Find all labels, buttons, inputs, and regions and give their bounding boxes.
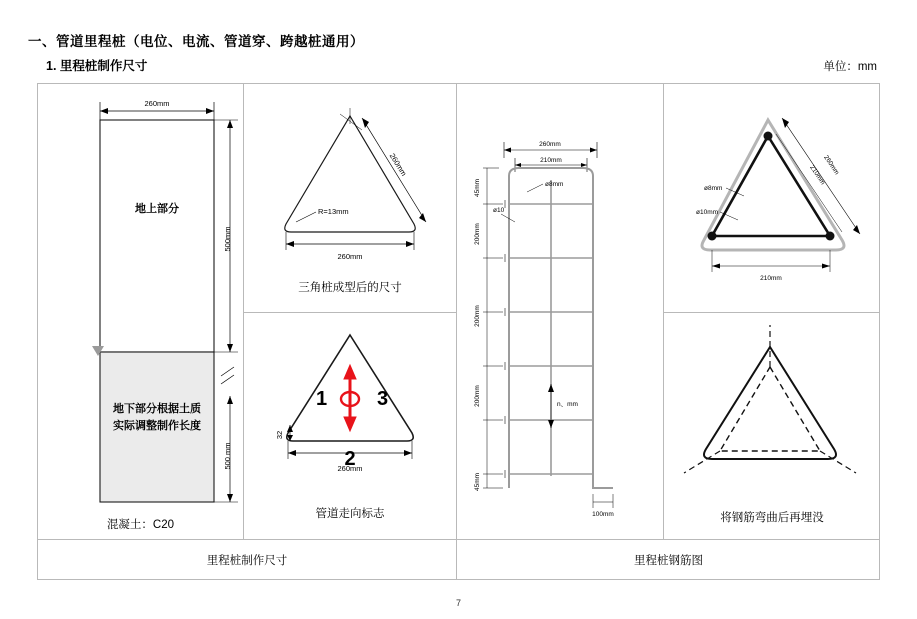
svg-text:n、mm: n、mm bbox=[557, 401, 578, 408]
svg-text:45mm: 45mm bbox=[474, 178, 481, 198]
page-number: 7 bbox=[455, 598, 461, 608]
panel-triangle-rebar bbox=[664, 84, 880, 312]
svg-text:260mm: 260mm bbox=[337, 464, 363, 473]
svg-text:1: 1 bbox=[316, 388, 328, 410]
svg-text:260mm: 260mm bbox=[387, 151, 409, 178]
svg-text:ø8mm: ø8mm bbox=[704, 185, 723, 192]
svg-text:200mm: 200mm bbox=[474, 223, 481, 245]
svg-text:地上部分: 地上部分 bbox=[135, 203, 179, 215]
svg-text:实际调整制作长度: 实际调整制作长度 bbox=[113, 420, 201, 432]
svg-text:地下部分根据土质: 地下部分根据土质 bbox=[113, 403, 201, 415]
caption-buried: 将钢筋弯曲后再埋没 bbox=[720, 512, 824, 524]
svg-text:2: 2 bbox=[344, 448, 356, 470]
svg-text:32: 32 bbox=[275, 430, 284, 440]
svg-text:200mm: 200mm bbox=[474, 305, 481, 327]
svg-text:210mm: 210mm bbox=[808, 164, 827, 187]
svg-text:200mm: 200mm bbox=[474, 385, 481, 407]
svg-text:500mm: 500mm bbox=[223, 226, 232, 252]
svg-text:210mm: 210mm bbox=[540, 157, 562, 164]
svg-text:500 mm: 500 mm bbox=[223, 442, 232, 470]
panel-post-elevation bbox=[38, 84, 243, 539]
svg-text:R=13mm: R=13mm bbox=[318, 207, 349, 216]
unit-note: 单位：mm bbox=[823, 61, 877, 73]
svg-text:3: 3 bbox=[377, 388, 389, 410]
footer-cell-right bbox=[457, 540, 880, 580]
panel-direction-sign bbox=[244, 313, 456, 539]
caption-direction-sign: 管道走向标志 bbox=[315, 508, 385, 520]
subsection-heading: 1. 里程桩制作尺寸 bbox=[46, 59, 148, 73]
svg-text:260mm: 260mm bbox=[337, 252, 363, 261]
panel-rebar-drawing bbox=[457, 84, 663, 539]
svg-text:210mm: 210mm bbox=[760, 275, 782, 282]
svg-text:100mm: 100mm bbox=[592, 511, 614, 518]
svg-text:260mm: 260mm bbox=[822, 154, 841, 177]
section-heading: 一、管道里程桩（电位、电流、管道穿、跨越桩通用） bbox=[28, 34, 364, 49]
footer-label-right: 里程桩钢筋图 bbox=[634, 555, 703, 567]
caption-triangle-formed: 三角桩成型后的尺寸 bbox=[298, 282, 402, 294]
footer-label-left: 里程桩制作尺寸 bbox=[206, 555, 288, 567]
svg-text:ø8mm: ø8mm bbox=[545, 181, 564, 188]
svg-text:45mm: 45mm bbox=[474, 472, 481, 492]
svg-text:ø10: ø10 bbox=[493, 207, 505, 214]
svg-text:260mm: 260mm bbox=[144, 99, 170, 108]
svg-text:260mm: 260mm bbox=[539, 141, 561, 148]
svg-text:ø10mm: ø10mm bbox=[696, 209, 719, 216]
panel-buried bbox=[664, 313, 880, 539]
panel-triangle-formed bbox=[244, 84, 456, 312]
footer-cell-left bbox=[38, 540, 456, 580]
caption-post-elevation: 混凝土：C20 bbox=[106, 519, 175, 531]
figure-table bbox=[37, 83, 880, 580]
